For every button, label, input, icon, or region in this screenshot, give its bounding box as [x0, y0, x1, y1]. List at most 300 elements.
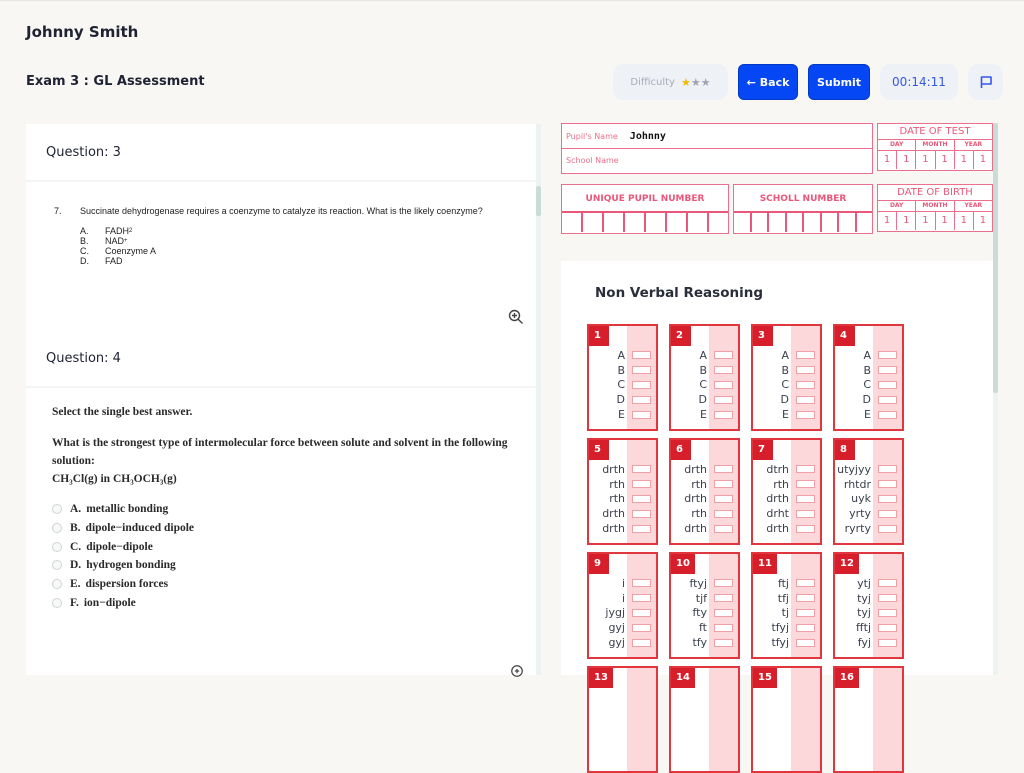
question-3-options: [80, 226, 494, 266]
card-option-row: [835, 492, 902, 507]
radio-button[interactable]: [52, 560, 62, 570]
answer-bubble[interactable]: [796, 465, 815, 473]
option-label: fty: [692, 606, 707, 620]
answer-bubble[interactable]: [878, 594, 897, 602]
card-number: 6: [671, 440, 691, 460]
option-label: rth: [691, 477, 707, 491]
question-panel: [26, 124, 536, 675]
option-label: E: [864, 408, 871, 422]
date-of-test-subheaders: DAY MONTH YEAR: [878, 140, 992, 151]
school-name-label: School Name: [566, 156, 619, 165]
answer-card-4: [833, 324, 904, 431]
option-label: A: [617, 348, 625, 362]
question-3-header: Question: 3: [26, 124, 536, 182]
card-number: 1: [589, 326, 609, 346]
card-options: [589, 348, 656, 422]
card-option-row: [753, 606, 820, 621]
card-options: [753, 348, 820, 422]
answer-bubble[interactable]: [632, 525, 651, 533]
option-label: A: [781, 348, 789, 362]
date-of-birth-title: DATE OF BIRTH: [878, 185, 992, 201]
option-label: tj: [781, 606, 789, 620]
card-option-row: [835, 407, 902, 422]
star-filled-icon: ★: [680, 75, 691, 89]
answer-bubble[interactable]: [632, 396, 651, 404]
question-instruction: Select the single best answer.: [52, 406, 193, 418]
option-label: drth: [602, 462, 625, 476]
card-number: 5: [589, 440, 609, 460]
question-3-content: [54, 206, 494, 266]
card-option-row: [835, 462, 902, 477]
option-label: drth: [766, 492, 789, 506]
card-option-row: [589, 521, 656, 536]
card-option-row: [753, 392, 820, 407]
answer-card-14: [669, 666, 740, 773]
school-number-title: SCHOLL NUMBER: [734, 185, 872, 213]
unique-pupil-number-title: UNIQUE PUPIL NUMBER: [562, 185, 728, 213]
answer-bubble[interactable]: [796, 579, 815, 587]
question-stem: Succinate dehydrogenase requires a coenzyme to catalyze its reaction. What is the likely coenzyme?: [80, 206, 483, 216]
zoom-in-icon[interactable]: [508, 309, 524, 325]
answer-card-7: [751, 438, 822, 545]
option-label: E: [700, 408, 707, 422]
pupil-details-box: [561, 123, 873, 174]
answer-bubble[interactable]: [714, 609, 733, 617]
school-number-box: [733, 184, 873, 234]
option-c: C. Coenzyme A: [80, 246, 157, 256]
card-option-row: [753, 407, 820, 422]
zoom-in-icon[interactable]: [510, 664, 524, 678]
card-option-row: [589, 635, 656, 650]
card-option-row: [835, 521, 902, 536]
pupil-name-field[interactable]: [562, 124, 872, 148]
school-name-field[interactable]: [562, 148, 872, 172]
option-a[interactable]: A. metallic bonding: [52, 500, 512, 519]
option-label: B: [699, 363, 707, 377]
answer-bubble[interactable]: [796, 381, 815, 389]
answer-bubble[interactable]: [796, 639, 815, 647]
option-label: D: [616, 393, 625, 407]
option-label: fyj: [857, 636, 871, 650]
answer-bubble[interactable]: [878, 351, 897, 359]
card-option-row: [589, 576, 656, 591]
answer-bubble[interactable]: [714, 579, 733, 587]
card-option-row: [753, 477, 820, 492]
answer-card-11: [751, 552, 822, 659]
card-number: 3: [753, 326, 773, 346]
option-label: B: [863, 363, 871, 377]
answer-bubble[interactable]: [632, 579, 651, 587]
answer-bubble[interactable]: [796, 411, 815, 419]
answer-bubble[interactable]: [714, 639, 733, 647]
answer-card-15: [751, 666, 822, 773]
option-label: fftj: [856, 621, 871, 635]
card-number: 7: [753, 440, 773, 460]
option-label: A: [699, 348, 707, 362]
answer-bubble[interactable]: [632, 366, 651, 374]
card-options: [835, 462, 902, 536]
card-number: 15: [753, 668, 777, 688]
option-label: D: [780, 393, 789, 407]
unique-pupil-number-box: [561, 184, 729, 234]
radio-button[interactable]: [52, 542, 62, 552]
answer-bubble[interactable]: [714, 594, 733, 602]
answer-bubble[interactable]: [714, 480, 733, 488]
answer-card-10: [669, 552, 740, 659]
answer-card-3: [751, 324, 822, 431]
radio-button[interactable]: [52, 523, 62, 533]
card-option-row: [589, 591, 656, 606]
card-option-row: [671, 462, 738, 477]
option-label: D: [862, 393, 871, 407]
option-label: rth: [773, 477, 789, 491]
toolbar: [613, 64, 1003, 100]
card-option-row: [671, 378, 738, 393]
option-label: D: [698, 393, 707, 407]
option-label: drth: [684, 522, 707, 536]
date-of-birth-box: [877, 184, 993, 232]
option-label: uyk: [851, 492, 871, 506]
answer-card-5: [587, 438, 658, 545]
answer-card-16: [833, 666, 904, 773]
answer-bubble[interactable]: [878, 639, 897, 647]
card-option-row: [753, 635, 820, 650]
answer-bubble[interactable]: [796, 351, 815, 359]
card-answer-column: [709, 668, 738, 771]
card-option-row: [753, 348, 820, 363]
back-label: Back: [759, 75, 790, 89]
answer-bubble[interactable]: [796, 525, 815, 533]
option-label: ft: [699, 621, 707, 635]
flag-icon: [979, 75, 993, 89]
answer-bubble[interactable]: [632, 510, 651, 518]
card-number: 14: [671, 668, 695, 688]
card-option-row: [835, 348, 902, 363]
answer-bubble[interactable]: [714, 351, 733, 359]
radio-button[interactable]: [52, 504, 62, 514]
answer-bubble[interactable]: [878, 609, 897, 617]
answer-bubble[interactable]: [878, 624, 897, 632]
user-name: Johnny Smith: [26, 23, 139, 41]
option-label: drht: [766, 507, 789, 521]
answer-bubble[interactable]: [714, 366, 733, 374]
question-3-body: [26, 182, 536, 330]
card-options: [671, 576, 738, 650]
card-option-row: [671, 506, 738, 521]
answer-bubble[interactable]: [878, 480, 897, 488]
date-of-test-title: DATE OF TEST: [878, 124, 992, 140]
card-number: 13: [589, 668, 613, 688]
option-a: A. FADH 2: [80, 226, 133, 236]
option-b: B. NAD +: [80, 236, 128, 246]
card-option-row: [671, 348, 738, 363]
answer-bubble[interactable]: [878, 396, 897, 404]
option-label: tyj: [857, 591, 871, 605]
card-number: 11: [753, 554, 777, 574]
card-number: 9: [589, 554, 609, 574]
answer-bubble[interactable]: [878, 381, 897, 389]
card-option-row: [589, 506, 656, 521]
card-number: 4: [835, 326, 855, 346]
card-option-row: [835, 576, 902, 591]
option-label: tfy: [692, 636, 707, 650]
question-4-content: [52, 406, 512, 612]
card-option-row: [753, 462, 820, 477]
answer-bubble[interactable]: [878, 510, 897, 518]
card-option-row: [671, 635, 738, 650]
difficulty-label: Difficulty: [630, 76, 675, 88]
star-empty-icon: ★: [690, 75, 701, 89]
option-label: gyj: [608, 636, 625, 650]
card-option-row: [589, 392, 656, 407]
card-option-row: [671, 407, 738, 422]
answer-card-8: [833, 438, 904, 545]
answer-bubble[interactable]: [632, 609, 651, 617]
card-option-row: [753, 363, 820, 378]
option-b[interactable]: B. dipole−induced dipole: [52, 519, 512, 538]
answer-sheet-scroll-thumb[interactable]: [993, 123, 998, 393]
answer-bubble[interactable]: [796, 510, 815, 518]
card-option-row: [671, 606, 738, 621]
option-label: jygj: [605, 606, 625, 620]
card-option-row: [835, 620, 902, 635]
date-of-test-digits[interactable]: 1 1 1 1 1 1: [878, 151, 992, 169]
option-label: yrty: [849, 507, 871, 521]
option-label: rth: [609, 492, 625, 506]
option-d: D. FAD: [80, 256, 123, 266]
card-number: 12: [835, 554, 859, 574]
option-label: utyjyy: [837, 462, 871, 476]
option-label: drth: [684, 492, 707, 506]
flag-button[interactable]: [968, 64, 1003, 100]
card-option-row: [835, 635, 902, 650]
answer-bubble[interactable]: [632, 411, 651, 419]
pupil-name-label: Pupil's Name: [566, 131, 618, 141]
card-option-row: [589, 492, 656, 507]
section-title: Non Verbal Reasoning: [595, 285, 763, 301]
answer-bubble[interactable]: [632, 480, 651, 488]
card-option-row: [671, 363, 738, 378]
option-label: C: [617, 378, 625, 392]
radio-button[interactable]: [52, 598, 62, 608]
star-empty-icon: ★: [700, 75, 711, 89]
option-label: i: [621, 576, 625, 590]
answer-bubble[interactable]: [632, 639, 651, 647]
card-option-row: [671, 591, 738, 606]
answer-card-2: [669, 324, 740, 431]
option-label: rth: [609, 477, 625, 491]
question-panel-scroll-thumb[interactable]: [536, 186, 541, 216]
question-4-options: [52, 500, 512, 612]
option-c[interactable]: C. dipole−dipole: [52, 537, 512, 556]
question-number: 7.: [54, 206, 62, 216]
option-label: gyj: [608, 621, 625, 635]
answer-bubble[interactable]: [878, 465, 897, 473]
answer-bubble[interactable]: [878, 495, 897, 503]
option-label: tfyj: [771, 636, 789, 650]
question-4-header: Question: 4: [26, 330, 536, 388]
option-label: dtrh: [766, 462, 789, 476]
question-stem: What is the strongest type of intermolecular force between solute and solvent in the following solution:: [52, 437, 508, 467]
answer-bubble[interactable]: [632, 465, 651, 473]
answer-bubble[interactable]: [632, 594, 651, 602]
answer-card-13: [587, 666, 658, 773]
answer-bubble[interactable]: [796, 480, 815, 488]
card-option-row: [589, 620, 656, 635]
card-answer-column: [627, 668, 656, 771]
answer-bubble[interactable]: [714, 525, 733, 533]
date-of-birth-subheaders: DAY MONTH YEAR: [878, 201, 992, 212]
card-answer-column: [791, 668, 820, 771]
option-label: tfj: [777, 591, 789, 605]
option-label: B: [781, 363, 789, 377]
option-label: ftj: [777, 576, 789, 590]
unique-pupil-number-cells[interactable]: [562, 213, 728, 232]
answer-card-9: [587, 552, 658, 659]
answer-bubble[interactable]: [796, 609, 815, 617]
question-4-body: [26, 388, 536, 675]
card-option-row: [835, 606, 902, 621]
answer-bubble[interactable]: [714, 381, 733, 389]
card-option-row: [671, 576, 738, 591]
card-option-row: [835, 477, 902, 492]
answer-bubble[interactable]: [878, 579, 897, 587]
date-of-test-box: [877, 123, 993, 171]
card-option-row: [589, 477, 656, 492]
school-number-cells[interactable]: [734, 213, 872, 232]
option-label: tjf: [695, 591, 707, 605]
card-options: [671, 348, 738, 422]
option-label: i: [621, 591, 625, 605]
card-options: [753, 462, 820, 536]
card-option-row: [835, 378, 902, 393]
answer-bubble[interactable]: [714, 411, 733, 419]
card-option-row: [589, 378, 656, 393]
answer-bubble[interactable]: [878, 411, 897, 419]
option-label: E: [782, 408, 789, 422]
card-option-row: [589, 363, 656, 378]
question-formula: CH₃Cl(g) in CH₃OCH₃(g): [52, 473, 177, 485]
card-number: 16: [835, 668, 859, 688]
answer-bubble[interactable]: [796, 396, 815, 404]
option-label: drth: [602, 522, 625, 536]
option-label: C: [863, 378, 871, 392]
answer-bubble[interactable]: [796, 624, 815, 632]
option-f[interactable]: F. ion−dipole: [52, 593, 512, 612]
answer-bubble[interactable]: [796, 366, 815, 374]
answer-bubble[interactable]: [632, 495, 651, 503]
option-label: ryrty: [844, 522, 871, 536]
card-option-row: [671, 392, 738, 407]
card-option-row: [589, 462, 656, 477]
difficulty-stars: [681, 76, 711, 89]
option-label: tyj: [857, 606, 871, 620]
answer-bubble[interactable]: [714, 510, 733, 518]
answer-bubble[interactable]: [632, 381, 651, 389]
date-of-birth-digits[interactable]: 1 1 1 1 1 1: [878, 212, 992, 230]
option-e[interactable]: E. dispersion forces: [52, 575, 512, 594]
answer-card-6: [669, 438, 740, 545]
card-number: 2: [671, 326, 691, 346]
card-options: [835, 576, 902, 650]
option-label: drth: [602, 507, 625, 521]
option-label: A: [863, 348, 871, 362]
card-number: 10: [671, 554, 695, 574]
option-label: C: [781, 378, 789, 392]
answer-bubble[interactable]: [632, 624, 651, 632]
card-option-row: [835, 363, 902, 378]
card-option-row: [589, 348, 656, 363]
card-option-row: [753, 620, 820, 635]
card-option-row: [753, 492, 820, 507]
exam-title: Exam 3 : GL Assessment: [26, 74, 205, 89]
option-d[interactable]: D. hydrogen bonding: [52, 556, 512, 575]
difficulty-indicator: [613, 64, 728, 100]
answer-bubble[interactable]: [714, 465, 733, 473]
submit-button[interactable]: Submit: [808, 64, 870, 100]
card-option-row: [753, 591, 820, 606]
answer-bubble[interactable]: [714, 495, 733, 503]
option-label: ftyj: [689, 576, 707, 590]
answer-bubble[interactable]: [632, 351, 651, 359]
answer-bubble[interactable]: [796, 495, 815, 503]
card-number: 8: [835, 440, 855, 460]
option-label: rhtdr: [843, 477, 871, 491]
card-options: [835, 348, 902, 422]
radio-button[interactable]: [52, 579, 62, 589]
card-option-row: [753, 378, 820, 393]
option-label: E: [618, 408, 625, 422]
option-label: drth: [766, 522, 789, 536]
answer-sheet: [561, 261, 993, 683]
card-options: [753, 576, 820, 650]
card-option-row: [589, 606, 656, 621]
card-answer-column: [873, 668, 902, 771]
card-option-row: [835, 506, 902, 521]
answer-card-1: [587, 324, 658, 431]
answer-bubble[interactable]: [878, 366, 897, 374]
card-option-row: [671, 521, 738, 536]
answer-bubble[interactable]: [714, 624, 733, 632]
card-option-row: [753, 576, 820, 591]
arrow-left-icon: ←: [746, 75, 756, 89]
answer-bubble[interactable]: [714, 396, 733, 404]
card-option-row: [671, 492, 738, 507]
card-options: [671, 462, 738, 536]
option-label: C: [699, 378, 707, 392]
back-button[interactable]: [738, 64, 798, 100]
answer-bubble[interactable]: [878, 525, 897, 533]
option-label: drth: [684, 462, 707, 476]
answer-card-12: [833, 552, 904, 659]
answer-bubble[interactable]: [796, 594, 815, 602]
card-option-row: [753, 506, 820, 521]
card-option-row: [589, 407, 656, 422]
option-label: tfyj: [771, 621, 789, 635]
card-option-row: [835, 591, 902, 606]
card-options: [589, 576, 656, 650]
card-options: [589, 462, 656, 536]
card-option-row: [753, 521, 820, 536]
option-label: rth: [691, 507, 707, 521]
card-option-row: [671, 620, 738, 635]
option-label: ytj: [857, 576, 871, 590]
card-option-row: [835, 392, 902, 407]
option-label: B: [617, 363, 625, 377]
pupil-name-value: Johnny: [629, 130, 666, 142]
timer: 00:14:11: [880, 64, 958, 100]
card-option-row: [671, 477, 738, 492]
